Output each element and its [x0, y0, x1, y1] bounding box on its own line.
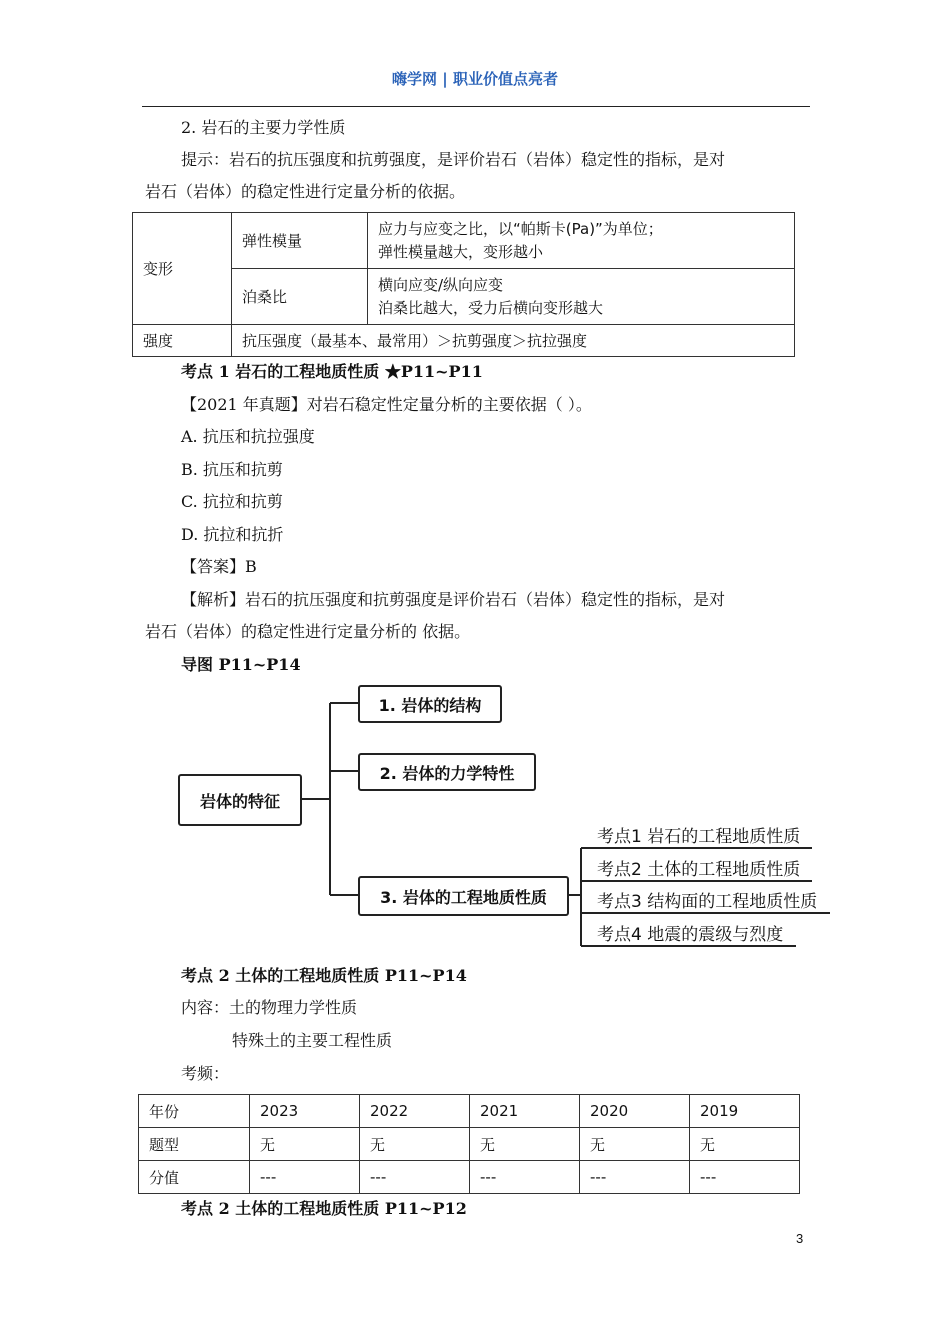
mindmap-leaf-3: 考点3 结构面的工程地质性质 [597, 892, 818, 912]
header-2022: 2022 [360, 1095, 470, 1128]
section-heading: 2. 岩石的主要力学性质 [181, 118, 346, 137]
type-2019: 无 [690, 1128, 800, 1161]
page-number: 3 [796, 1231, 804, 1246]
header-2023: 2023 [250, 1095, 360, 1128]
mindmap-branch-structure: 1. 岩体的结构 [358, 685, 502, 723]
score-2019: --- [690, 1161, 800, 1194]
type-2021: 无 [470, 1128, 580, 1161]
hint-line-2: 岩石（岩体）的稳定性进行定量分析的依据。 [145, 182, 466, 201]
group-deformation: 变形 [133, 213, 232, 325]
question-stem: 【2021 年真题】对岩石稳定性定量分析的主要依据（ ）。 [181, 395, 592, 414]
type-2023: 无 [250, 1128, 360, 1161]
analysis-line-1: 【解析】岩石的抗压强度和抗剪强度是评价岩石（岩体）稳定性的指标，是对 [181, 590, 726, 609]
answer: 【答案】B [181, 557, 257, 576]
mindmap-branch-mechanics: 2. 岩体的力学特性 [358, 753, 536, 791]
footer-heading: 考点 2 土体的工程地质性质 P11~P12 [181, 1199, 467, 1218]
score-2021: --- [470, 1161, 580, 1194]
score-2020: --- [580, 1161, 690, 1194]
mindmap-leaf-1: 考点1 岩石的工程地质性质 [597, 827, 801, 847]
option-b: B. 抗压和抗剪 [181, 460, 283, 479]
elastic-desc-2: 弹性模量越大，变形越小 [378, 242, 544, 261]
option-a: A. 抗压和抗拉强度 [181, 427, 315, 446]
hint-line-1: 提示：岩石的抗压强度和抗剪强度，是评价岩石（岩体）稳定性的指标，是对 [181, 150, 726, 169]
kaodian1-title: 考点 1 岩石的工程地质性质 ★P11~P11 [181, 362, 483, 381]
score-2023: --- [250, 1161, 360, 1194]
content-line-2: 特殊土的主要工程性质 [232, 1031, 393, 1050]
exam-frequency-table [138, 1094, 800, 1194]
poisson-desc-2: 泊桑比越大，受力后横向变形越大 [378, 298, 604, 317]
mindmap-root: 岩体的特征 [178, 774, 302, 826]
cell-elastic-modulus: 弹性模量 [232, 213, 368, 269]
row-type-label: 题型 [139, 1128, 250, 1161]
cell-strength-desc: 抗压强度（最基本、最常用）＞抗剪强度＞抗拉强度 [232, 325, 795, 357]
option-d: D. 抗拉和抗折 [181, 525, 284, 544]
mindmap-branch-geology: 3. 岩体的工程地质性质 [358, 876, 569, 916]
frequency-label: 考频： [181, 1064, 230, 1083]
mindmap-title: 导图 P11~P14 [181, 655, 301, 674]
content-label: 内容：土的物理力学性质 [181, 998, 358, 1017]
poisson-desc-1: 横向应变/纵向应变 [378, 275, 504, 294]
option-c: C. 抗拉和抗剪 [181, 492, 283, 511]
header-2019: 2019 [690, 1095, 800, 1128]
elastic-desc-1: 应力与应变之比，以“帕斯卡(Pa)”为单位； [378, 219, 663, 238]
cell-poisson: 泊桑比 [232, 269, 368, 325]
type-2022: 无 [360, 1128, 470, 1161]
header-2021: 2021 [470, 1095, 580, 1128]
header-2020: 2020 [580, 1095, 690, 1128]
analysis-line-2: 岩石（岩体）的稳定性进行定量分析的 依据。 [145, 622, 471, 641]
page-header: 嗨学网 | 职业价值点亮者 [392, 70, 558, 88]
mindmap-leaf-4: 考点4 地震的震级与烈度 [597, 925, 784, 945]
group-strength: 强度 [133, 325, 232, 357]
row-score-label: 分值 [139, 1161, 250, 1194]
table-row [139, 1095, 800, 1128]
table-row [139, 1128, 800, 1161]
type-2020: 无 [580, 1128, 690, 1161]
table-row [139, 1161, 800, 1194]
mindmap-leaf-2: 考点2 土体的工程地质性质 [597, 860, 801, 880]
header-year: 年份 [139, 1095, 250, 1128]
score-2022: --- [360, 1161, 470, 1194]
kaodian2-title: 考点 2 土体的工程地质性质 P11~P14 [181, 966, 467, 985]
